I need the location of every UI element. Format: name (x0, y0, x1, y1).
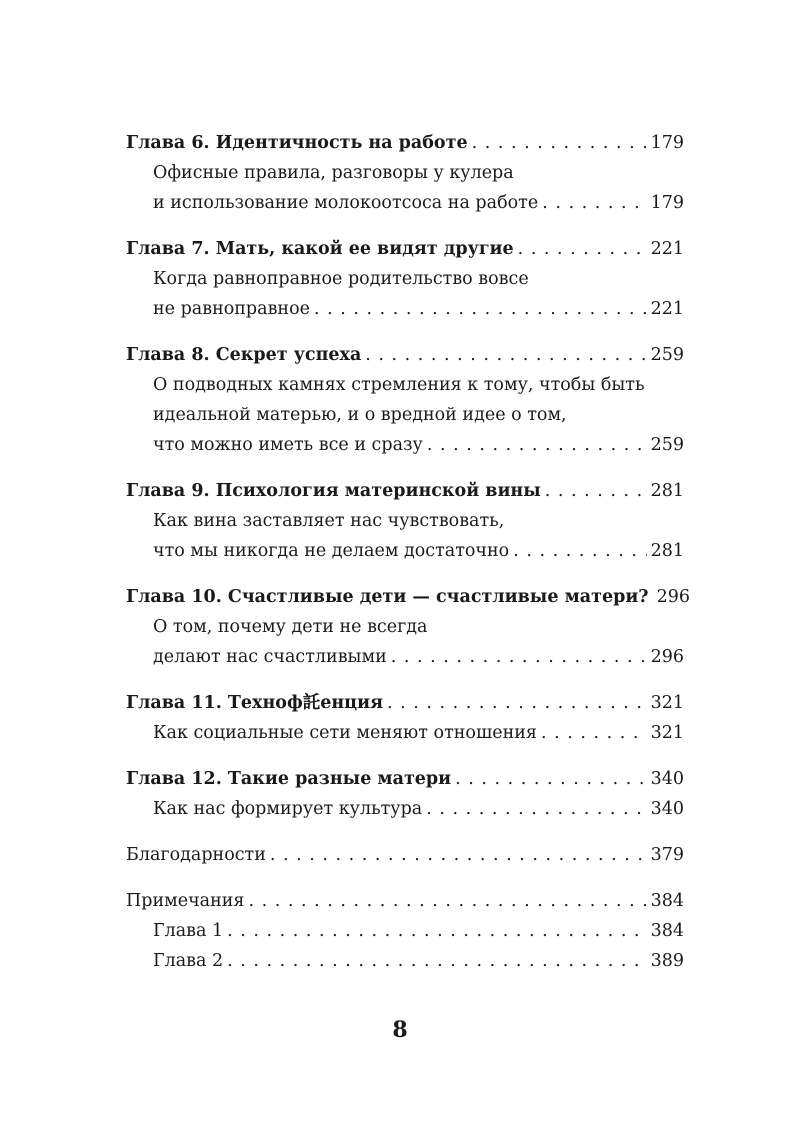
page-number: 340 (650, 769, 684, 789)
toc-acknowledgements (126, 840, 684, 870)
page-number: 384 (650, 891, 684, 911)
chapter-title: Глава 10. Счастливые дети — счастливые матери? (126, 587, 649, 607)
dot-leader (365, 340, 646, 370)
chapter-title: Глава 11. Техноф託енция (126, 693, 384, 713)
chapter-title: Глава 6. Идентичность на работе (126, 133, 468, 153)
page-number: 384 (650, 921, 684, 941)
page-number: 259 (650, 435, 684, 455)
dot-leader (426, 794, 646, 824)
page-number: 281 (650, 541, 684, 561)
page-number: 296 (650, 647, 684, 667)
toc-subtitle-last: Как социальные сети меняют отношения . . . 321 (126, 718, 684, 748)
chapter-title: Глава 7. Мать, какой ее видят другие (126, 239, 514, 259)
table-of-contents (126, 128, 690, 976)
page-number: 296 (656, 587, 690, 607)
dot-leader (518, 234, 647, 264)
dot-leader (314, 294, 647, 324)
dot-leader (427, 430, 647, 460)
dot-leader (541, 718, 647, 748)
toc-subtitle-last: Как нас формирует культура . . . 340 (126, 794, 684, 824)
page-number: 321 (650, 723, 684, 743)
toc-chapter-9 (126, 476, 684, 506)
dot-leader (248, 886, 646, 916)
toc-chapter-6 (126, 128, 684, 158)
toc-subtitle-line: О том, почему дети не всегда (153, 617, 428, 637)
page-number: 340 (650, 799, 684, 819)
dot-leader (391, 642, 647, 672)
dot-leader (227, 916, 646, 946)
toc-notes-item (126, 946, 684, 976)
dot-leader (227, 946, 646, 976)
toc-subtitle-line: Офисные правила, разговоры у кулера (153, 163, 514, 183)
toc-subtitle-last: что можно иметь все и сразу . . . 259 (126, 430, 684, 460)
section-title: Примечания (126, 891, 245, 911)
toc-subtitle-line: Как вина заставляет нас чувствовать, (153, 511, 505, 531)
page-number: 259 (650, 345, 684, 365)
toc-subtitle-last: и использование молокоотсоса на работе . . . 179 (126, 188, 684, 218)
chapter-title: Глава 9. Психология материнской вины (126, 481, 541, 501)
toc-subtitle-line: идеальной матерью, и о вредной идее о том, (153, 405, 567, 425)
toc-notes-item (126, 916, 684, 946)
page-number: 221 (650, 299, 684, 319)
dot-leader (472, 128, 647, 158)
dot-leader (387, 688, 647, 718)
toc-chapter-12 (126, 764, 684, 794)
toc-subtitle-line: О подводных камнях стремления к тому, чтобы быть (153, 375, 645, 395)
toc-chapter-11 (126, 688, 684, 718)
page-number: 179 (650, 193, 684, 213)
notes-chapter-title: Глава 1 (153, 921, 224, 941)
toc-chapter-7 (126, 234, 684, 264)
page-number: 281 (650, 481, 684, 501)
toc-subtitle-last: делают нас счастливыми . . . 296 (126, 642, 684, 672)
page-folio: 8 (392, 1017, 408, 1043)
page-number: 321 (650, 693, 684, 713)
page-number: 221 (650, 239, 684, 259)
notes-chapter-title: Глава 2 (153, 951, 224, 971)
page-number: 389 (650, 951, 684, 971)
dot-leader (270, 840, 647, 870)
toc-chapter-8 (126, 340, 684, 370)
page-number: 179 (650, 133, 684, 153)
toc-chapter-10 (126, 582, 690, 612)
toc-notes (126, 886, 684, 916)
toc-subtitle-last: что мы никогда не делаем достаточно . . . 281 (126, 536, 684, 566)
page-number: 379 (650, 845, 684, 865)
dot-leader (513, 536, 646, 566)
dot-leader (542, 188, 646, 218)
dot-leader (545, 476, 647, 506)
toc-subtitle-last: не равноправное . . . 221 (126, 294, 684, 324)
section-title: Благодарности (126, 845, 266, 865)
chapter-title: Глава 12. Такие разные матери (126, 769, 452, 789)
toc-subtitle-line: Когда равноправное родительство вовсе (153, 269, 529, 289)
dot-leader (455, 764, 646, 794)
chapter-title: Глава 8. Секрет успеха (126, 345, 362, 365)
